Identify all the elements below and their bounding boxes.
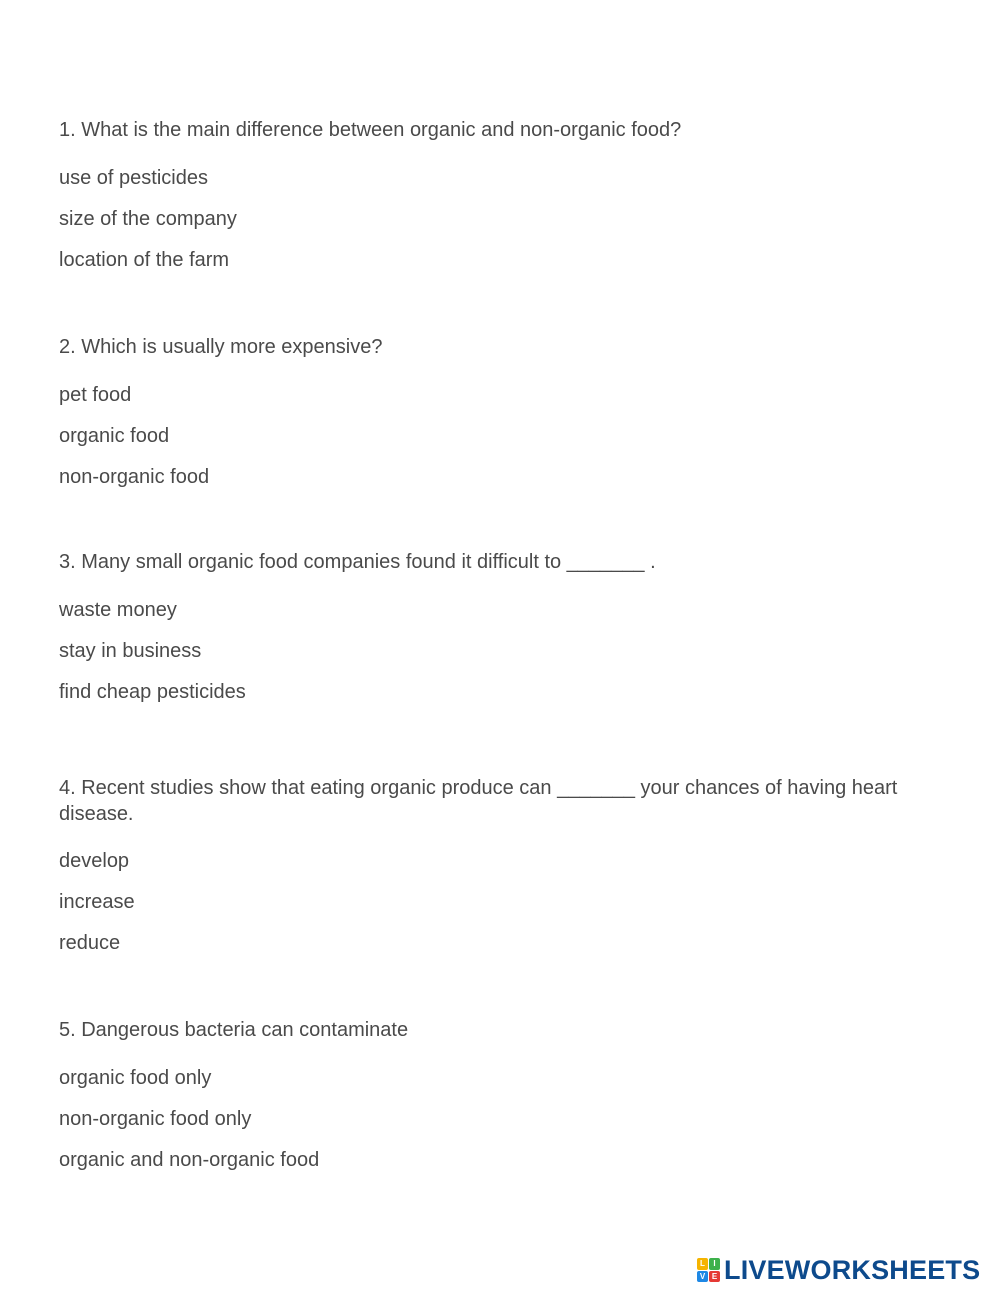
answer-option[interactable]: organic food only <box>59 1067 212 1089</box>
question-1 <box>59 117 939 273</box>
answer-option[interactable]: pet food <box>59 384 132 406</box>
answer-option[interactable]: size of the company <box>59 208 237 230</box>
answer-options <box>59 597 939 705</box>
question-4 <box>59 775 939 956</box>
answer-option[interactable]: organic and non-organic food <box>59 1149 320 1171</box>
question-5 <box>59 1017 939 1173</box>
answer-options <box>59 1065 939 1173</box>
answer-option[interactable]: waste money <box>59 599 177 621</box>
answer-option[interactable]: non-organic food <box>59 466 210 488</box>
answer-option[interactable]: stay in business <box>59 640 202 662</box>
answer-options <box>59 165 939 273</box>
liveworksheets-logo-icon: L I V E <box>697 1258 720 1282</box>
answer-option[interactable]: location of the farm <box>59 249 230 271</box>
question-2 <box>59 334 939 490</box>
answer-options <box>59 848 939 956</box>
question-3 <box>59 549 939 705</box>
answer-options <box>59 382 939 490</box>
answer-option[interactable]: develop <box>59 850 130 872</box>
question-text: 2. Which is usually more expensive? <box>59 336 383 358</box>
logo-text: LIVEWORKSHEETS <box>724 1255 981 1285</box>
question-text: 1. What is the main difference between organic and non-organic food? <box>59 119 682 141</box>
question-text: 4. Recent studies show that eating organic produce can _______ your chances of having heart disease. <box>59 777 898 825</box>
answer-option[interactable]: organic food <box>59 425 170 447</box>
question-text: 3. Many small organic food companies found it difficult to _______ . <box>59 551 656 573</box>
answer-option[interactable]: reduce <box>59 932 121 954</box>
answer-option[interactable]: increase <box>59 891 135 913</box>
answer-option[interactable]: use of pesticides <box>59 167 208 189</box>
question-text: 5. Dangerous bacteria can contaminate <box>59 1019 409 1041</box>
liveworksheets-logo <box>697 1255 980 1285</box>
answer-option[interactable]: non-organic food only <box>59 1108 252 1130</box>
answer-option[interactable]: find cheap pesticides <box>59 681 246 703</box>
